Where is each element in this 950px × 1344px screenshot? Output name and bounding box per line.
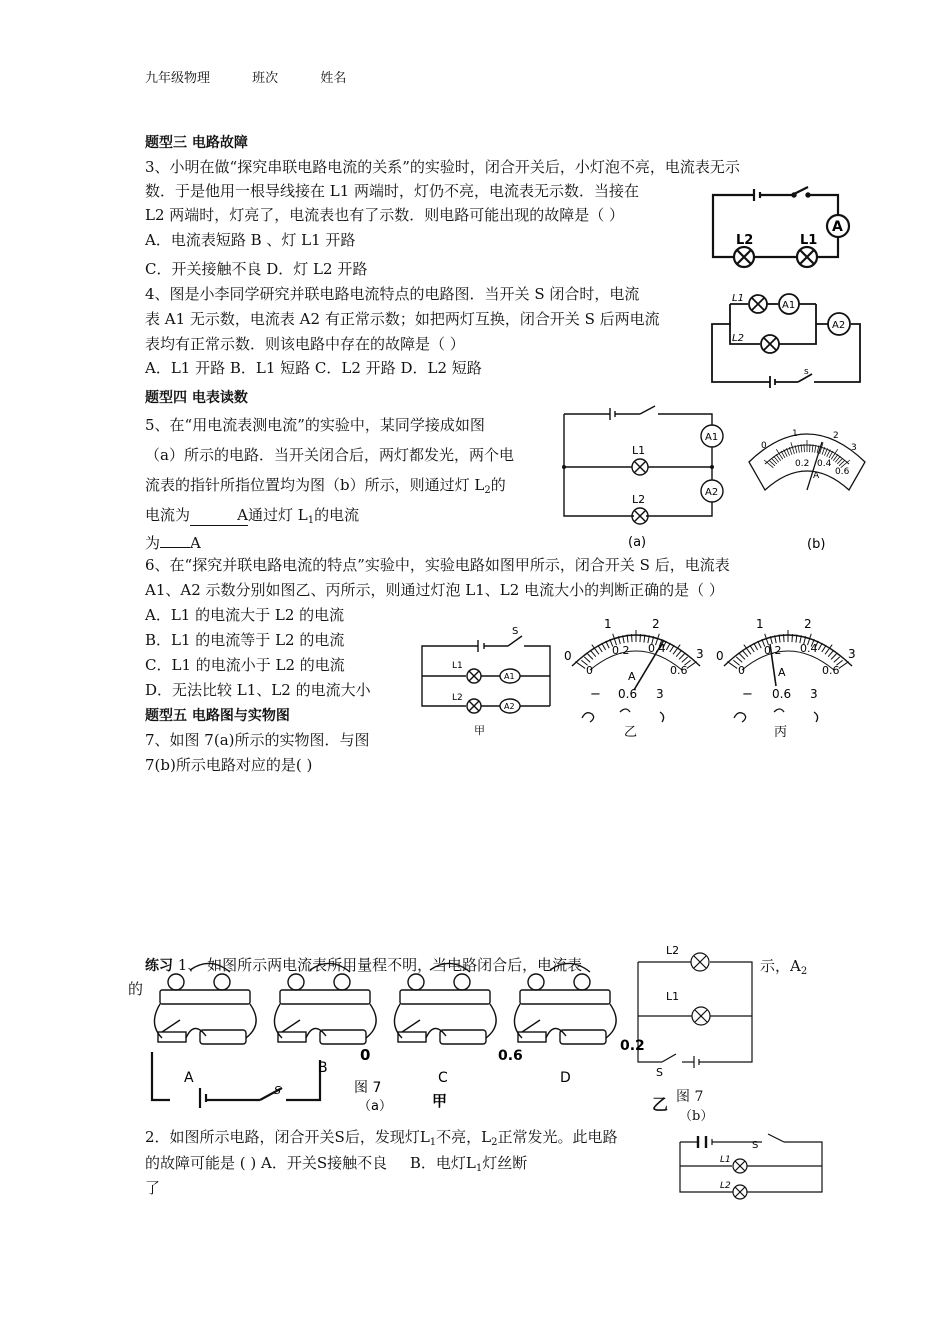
wire (550, 963, 590, 972)
wire (430, 963, 470, 972)
q6-option-b: B．L1 的电流等于 L2 的电流 (145, 631, 345, 649)
practice-q2-option-a: 的故障可能是 ( ) A．开关S接触不良 (145, 1154, 388, 1172)
q5a-l2-label: L2 (632, 493, 646, 506)
q5b-tick-06: 0.6 (835, 467, 850, 477)
battery-icon (320, 1030, 366, 1044)
q7b-caption: 图 7 (676, 1089, 704, 1105)
practice-q2-switch-label: S (752, 1140, 759, 1151)
dial-tick (743, 651, 748, 657)
bulb-icon (574, 974, 590, 990)
dial-tick (632, 634, 633, 642)
q5a-caption: (a) (628, 535, 647, 550)
practice-q2-text-b: 不亮，L (436, 1128, 492, 1146)
practice-q2-line2: 的故障可能是 ( ) A．开关S接触不良 B．电灯$L_1$灯丝断 (145, 1154, 528, 1174)
q7a-option-a: A (184, 1070, 194, 1086)
q5-answer-blank-1[interactable]: A (190, 505, 248, 526)
q6-line1: 6、在“探究并联电路电流的特点”实验中，实验电路如图甲所示，闭合开关 S 后，电流表 (145, 556, 730, 574)
dial-tick (831, 654, 837, 660)
practice-title: 练习 (145, 958, 173, 974)
practice-q2-line3: 了 (145, 1179, 161, 1197)
q6-a1-label: A1 (504, 672, 515, 681)
q7a-option-c: C (438, 1070, 448, 1086)
q6yi-tick-02: 0.2 (612, 644, 630, 657)
q3-line1: 3、小明在做“探究串联电路电流的关系”的实验时，闭合开关后，小灯泡不亮，电流表无示 (145, 158, 740, 176)
wire (154, 1004, 162, 1038)
overlap-jia-caption: 甲 (432, 1092, 448, 1110)
q6bing-tick-0b: 0 (738, 664, 745, 677)
section5-title: 题型五 电路图与实物图 (145, 708, 290, 724)
overlap-number-0: 0 (360, 1046, 371, 1064)
section3-title: 题型三 电路故障 (145, 135, 248, 151)
dial-tick (682, 657, 688, 662)
q3-ammeter-label: A (832, 219, 843, 235)
dial-tick (598, 645, 602, 652)
q6yi-tick-04: 0.4 (648, 642, 666, 655)
dial-tick (584, 657, 590, 662)
q3-l1-label: L1 (800, 233, 818, 248)
q4-line3: 表均有正常示数．则该电路中存在的故障是（ ） (145, 335, 465, 353)
lamp-board (160, 990, 250, 1004)
q5-current-label: 电流为 (145, 506, 191, 524)
q5-line5 (145, 533, 201, 553)
dial-tick (587, 654, 593, 660)
q4-options: A．L1 开路 B．L1 短路 C．L2 开路 D．L2 短路 (145, 359, 482, 377)
switch-base (158, 1032, 186, 1042)
q7-line2: 7(b)所示电路对应的是( ) (145, 756, 313, 774)
switch-lever (162, 1020, 180, 1032)
q7b-sub-caption: （b） (679, 1109, 714, 1124)
dial-tick (828, 651, 833, 657)
q6yi-term-3: 3 (656, 687, 664, 701)
practice-q1-tail-text: 示，A (760, 957, 801, 975)
q3-l2-label: L2 (736, 233, 754, 248)
dial-tick (750, 645, 754, 652)
q5b-tick-2: 2 (833, 431, 839, 441)
practice-q2-line1: 2．如图所示电路，闭合开关S后，发现灯$L_1$不亮，$L_2$正常发光。此电路 (145, 1128, 618, 1148)
q6yi-tick-2: 2 (652, 617, 660, 631)
q6-option-d: D．无法比较 L1、L2 的电流大小 (145, 681, 371, 699)
switch-lever (522, 1020, 540, 1032)
q6bing-caption: 丙 (774, 725, 788, 740)
q4-line2: 表 A1 无示数，电流表 A2 有正常示数；如把两灯互换，闭合开关 S 后两电流 (145, 310, 660, 328)
q6-option-a: A．L1 的电流大于 L2 的电流 (145, 606, 345, 624)
q3-options-cd: C．开关接触不良 D．灯 L2 开路 (145, 260, 368, 278)
q7b-l1-label: L1 (666, 990, 680, 1003)
lamp-board (280, 990, 370, 1004)
practice-q2-l2-label: L2 (720, 1181, 731, 1191)
q6yi-tick-0b: 0 (586, 664, 593, 677)
class-label: 班次 (252, 71, 279, 86)
battery-icon (440, 1030, 486, 1044)
q6yi-term-06: 0.6 (618, 687, 638, 701)
practice-q1-line2: 的 (128, 980, 144, 998)
q6bing-tick-06: 0.6 (822, 664, 840, 677)
q6yi-tick-0: 0 (564, 649, 572, 663)
practice-q2-l1-label: L1 (720, 1155, 731, 1165)
q5a-a2-label: A2 (705, 487, 719, 498)
q5-ammeter-dial-b (745, 412, 875, 552)
q6-option-c: C．L1 的电流小于 L2 的电流 (145, 656, 345, 674)
q7-circuit-diagram-b (630, 942, 760, 1079)
wire (486, 1004, 496, 1038)
q5b-tick-04: 0.4 (817, 459, 832, 469)
q5-line5-text: 为 (145, 534, 161, 552)
name-label: 姓名 (320, 71, 347, 86)
q6yi-caption: 乙 (624, 725, 638, 740)
q7b-switch-label: S (656, 1066, 663, 1079)
q6yi-tick-06: 0.6 (670, 664, 688, 677)
q6yi-tick-1: 1 (604, 617, 612, 631)
switch-lever (402, 1020, 420, 1032)
q6yi-unit: A (628, 670, 636, 683)
switch-base (398, 1032, 426, 1042)
q5-line3: 流表的指针所指位置均为图（b）所示，则通过灯 $L_2$的 (145, 476, 506, 496)
q7a-option-d: D (560, 1070, 571, 1086)
practice-q2-circuit-diagram (676, 1130, 826, 1200)
dial-tick (758, 641, 761, 648)
q5-line4-text: 通过灯 L (248, 506, 308, 524)
q6-line2: A1、A2 示数分别如图乙、丙所示，则通过灯泡 L1、L2 电流大小的判断正确的是（ ） (145, 581, 724, 599)
q7b-l2-label: L2 (666, 944, 680, 957)
q6bing-tick-02: 0.2 (764, 644, 782, 657)
bulb-icon (408, 974, 424, 990)
bulb-icon (334, 974, 350, 990)
q6bing-term-06: 0.6 (772, 687, 792, 701)
q5a-a1-label: A1 (705, 432, 719, 443)
wire (310, 963, 350, 972)
wire (190, 963, 230, 972)
q6-a2-label: A2 (504, 702, 515, 711)
section4-title: 题型四 电表读数 (145, 390, 248, 406)
wire (514, 1004, 522, 1038)
wire (366, 1004, 376, 1038)
page-header (145, 67, 346, 86)
dial-tick (602, 643, 606, 650)
dial-tick (670, 645, 674, 652)
wire (394, 1004, 402, 1038)
q6yi-minus: − (590, 687, 601, 702)
q5-line3-tail: 的 (490, 476, 506, 494)
dial-tick (827, 450, 831, 457)
q6-ammeter-dial-yi (560, 608, 710, 743)
q5a-l1-label: L1 (632, 444, 646, 457)
q6bing-tick-0: 0 (716, 649, 724, 663)
q6bing-term-3: 3 (810, 687, 818, 701)
q5b-tick-0: 0 (761, 441, 767, 451)
switch-lever (282, 1020, 300, 1032)
q6-switch-label: S (512, 626, 519, 637)
dial-tick (736, 657, 742, 662)
practice-q2-option-b: B．电灯L (409, 1154, 476, 1172)
dial-tick (679, 654, 685, 660)
overlap-number-06: 0.6 (498, 1048, 523, 1064)
q3-circuit-diagram (708, 185, 858, 275)
q6bing-tick-3: 3 (848, 647, 856, 661)
q5b-caption: (b) (807, 537, 826, 552)
bulb-icon (214, 974, 230, 990)
dial-tick (676, 651, 681, 657)
dial-tick (606, 641, 609, 648)
q7a-option-b: B (318, 1060, 328, 1076)
q7a-sub-caption: （a） (358, 1099, 392, 1114)
q6bing-minus: − (742, 687, 753, 702)
q5-line4: 电流为 A通过灯 $L_1$的电流 (145, 506, 360, 526)
q3-options-ab: A．电流表短路 B 、灯 L1 开路 (145, 231, 356, 249)
lamp-board (520, 990, 610, 1004)
bulb-icon (454, 974, 470, 990)
dial-tick (818, 643, 822, 650)
q7-line1: 7、如图 7(a)所示的实物图．与图 (145, 731, 370, 749)
q6-jia-caption: 甲 (474, 724, 485, 737)
dial-tick (784, 450, 788, 457)
q6-ammeter-dial-bing (712, 608, 862, 743)
dial-tick (739, 654, 745, 660)
q5-circuit-diagram-a (560, 400, 730, 550)
q5-answer-blank-2[interactable] (160, 547, 190, 548)
q6yi-tick-3: 3 (696, 647, 704, 661)
bulb-icon (288, 974, 304, 990)
dial-tick (591, 651, 596, 657)
q5-line3-text: 流表的指针所指位置均为图（b）所示，则通过灯 L (145, 476, 485, 494)
bulb-icon (168, 974, 184, 990)
wire (274, 1004, 282, 1038)
q4-switch-label: s (804, 367, 809, 377)
q5-line1: 5、在“用电流表测电流”的实验中，某同学接成如图 (145, 416, 485, 434)
q4-a2-label: A2 (832, 320, 846, 331)
q7a-caption: 图 7 (354, 1080, 382, 1096)
practice-q2-option-b-tail: 灯丝断 (482, 1154, 528, 1172)
q3-line2: 数．于是他用一根导线接在 L1 两端时，灯仍不亮，电流表无示数．当接在 (145, 182, 640, 200)
bulb-icon (528, 974, 544, 990)
dial-tick (792, 634, 793, 642)
q4-a1-label: A1 (782, 300, 796, 311)
dial-tick (754, 643, 758, 650)
q5b-tick-1: 1 (792, 429, 798, 439)
q4-l2-label: L2 (732, 333, 744, 344)
subject-label: 九年级物理 (145, 71, 211, 86)
q5-line5-unit: A (190, 534, 201, 552)
q4-circuit-diagram (708, 288, 868, 388)
switch-base (278, 1032, 306, 1042)
q5b-tick-02: 0.2 (795, 459, 810, 469)
practice-q1-text: 1、 如图所示两电流表所用量程不明，当电路闭合后，电流表 (177, 956, 583, 974)
battery-icon (560, 1030, 606, 1044)
dial-tick (640, 634, 641, 642)
q5b-unit: A (813, 471, 820, 481)
q6-circuit-diagram-jia (418, 622, 558, 742)
dial-tick (784, 634, 785, 642)
q4-line1: 4、图是小李同学研究并联电路电流特点的电路图．当开关 S 闭合时，电流 (145, 285, 640, 303)
q3-line3: L2 两端时，灯亮了，电流表也有了示数．则电路可能出现的故障是（ ） (145, 206, 625, 224)
dial-tick (822, 645, 826, 652)
battery-icon (200, 1030, 246, 1044)
wire (606, 1004, 616, 1038)
lamp-board (400, 990, 490, 1004)
q4-l1-label: L1 (732, 293, 744, 304)
q6-l1-label: L1 (452, 661, 463, 671)
practice-q2-text-c: 正常发光。此电路 (497, 1128, 618, 1146)
q6bing-tick-2: 2 (804, 617, 812, 631)
q7a-switch-label: S (274, 1084, 281, 1097)
dial-tick (834, 657, 840, 662)
q6-l2-label: L2 (452, 693, 463, 703)
wire (246, 1004, 256, 1038)
q5-line2: （a）所示的电路．当开关闭合后，两灯都发光，两个电 (145, 446, 514, 464)
q6bing-unit: A (778, 666, 786, 679)
switch-base (518, 1032, 546, 1042)
q7-physical-circuits-a (150, 960, 645, 1114)
q6bing-tick-04: 0.4 (800, 642, 818, 655)
practice-q1-tail: 示，$A_2$ (760, 957, 808, 977)
q5b-tick-3: 3 (851, 443, 857, 453)
dial-tick (666, 643, 670, 650)
overlap-number-02: 0.2 (620, 1038, 645, 1054)
q6bing-tick-1: 1 (756, 617, 764, 631)
overlap-yi-caption: 乙 (652, 1095, 669, 1114)
practice-q2-text-a: 2．如图所示电路，闭合开关S后，发现灯L (145, 1128, 430, 1146)
q5-line4-tail: 的电流 (314, 506, 360, 524)
